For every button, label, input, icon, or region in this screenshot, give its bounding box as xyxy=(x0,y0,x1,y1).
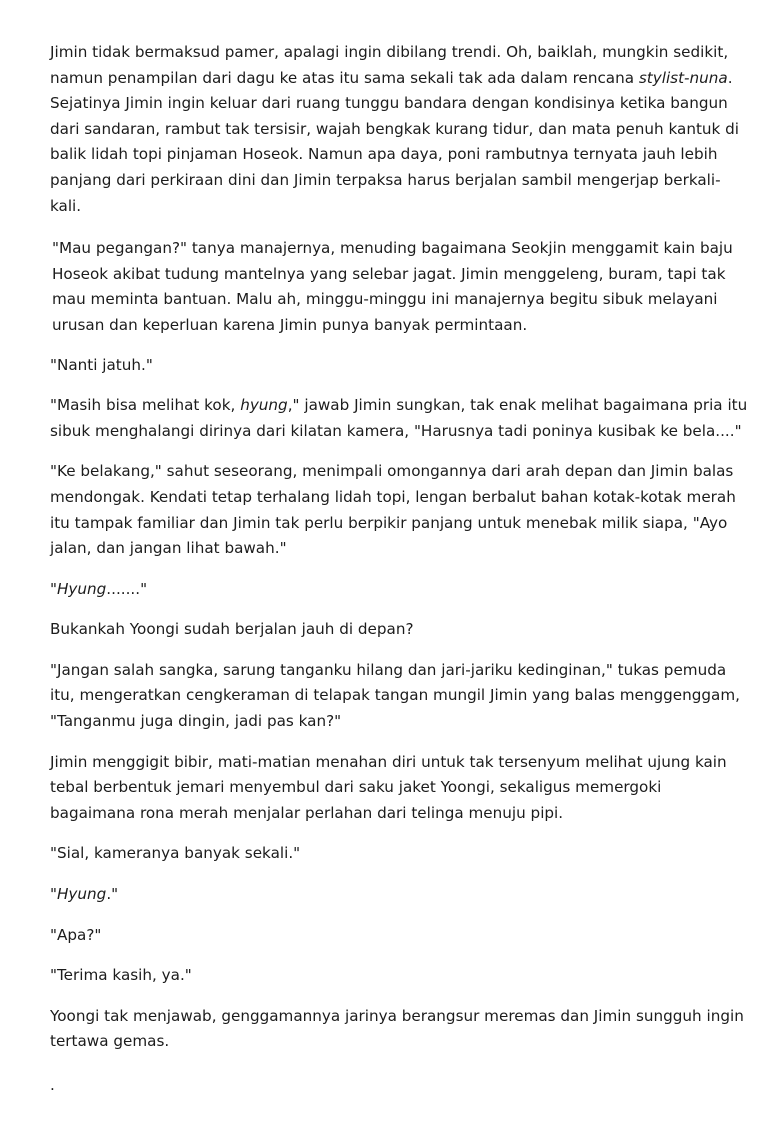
paragraph-1 xyxy=(50,40,750,219)
paragraph-1-run-2: stylist-nuna xyxy=(638,68,728,87)
paragraph-6 xyxy=(50,577,750,603)
paragraph-4-run-3: ," jawab Jimin sungkan, tak enak melihat bagaimana pria itu sibuk menghalangi dirinya dari kilatan kamera, "Harusnya tadi poninya kusibak ke bela...." xyxy=(50,396,748,440)
paragraph-6-run-1: "Hyung xyxy=(50,579,107,598)
document-body xyxy=(50,40,750,1114)
paragraph-11-run-2: Hyung xyxy=(57,885,107,904)
paragraph-5-run-1: "Ke belakang," sahut seseorang, menimpali omongannya dari arah depan dan Jimin balas mendongak. Kendati tetap terhalang lidah topi, lengan berbalut bahan kotak-kotak merah itu tampak familiar dan Jimin tak perlu berpikir panjang untuk menebak milik siapa, "Ayo jalan, dan jangan lihat bawah." xyxy=(50,462,736,558)
paragraph-10-run-1: "Sial, kameranya banyak sekali." xyxy=(50,844,301,863)
paragraph-4-run-1: "Masih bisa melihat kok, xyxy=(50,396,241,415)
paragraph-3-run-1: "Nanti jatuh." xyxy=(50,355,153,374)
paragraph-13 xyxy=(50,963,750,989)
paragraph-5 xyxy=(50,459,750,561)
paragraph-12 xyxy=(50,923,750,949)
paragraph-11-run-3: ." xyxy=(106,885,119,904)
paragraph-14 xyxy=(50,1004,750,1055)
paragraph-4-run-2: hyung xyxy=(240,396,288,415)
paragraph-9-run-1: Jimin menggigit bibir, mati-matian menahan diri untuk tak tersenyum melihat ujung kain tebal berbentuk jemari menyembul dari saku jaket Yoongi, sekaligus memergoki bagaimana rona merah menjalar perlahan dari telinga menuju pipi. xyxy=(50,752,727,822)
paragraph-3 xyxy=(50,353,750,379)
paragraph-8 xyxy=(50,658,750,735)
paragraph-14-run-1: Yoongi tak menjawab, genggamannya jarinya berangsur meremas dan Jimin sungguh ingin tertawa gemas. xyxy=(50,1006,744,1051)
paragraph-12-run-1: "Apa?" xyxy=(50,925,102,944)
paragraph-10 xyxy=(50,841,750,867)
paragraph-15-run-1: . xyxy=(50,1076,55,1094)
paragraph-4 xyxy=(50,393,750,444)
paragraph-2 xyxy=(52,236,750,338)
paragraph-7-run-1: Bukankah Yoongi sudah berjalan jauh di depan? xyxy=(50,620,414,639)
paragraph-8-run-1: "Jangan salah sangka, sarung tanganku hilang dan jari-jariku kedinginan," tukas pemuda itu, mengeratkan cengkeraman di telapak tangan mungil Jimin yang balas menggenggam, "Tanganmu juga dingin, jadi pas kan?" xyxy=(50,660,740,731)
paragraph-13-run-1: "Terima kasih, ya." xyxy=(50,966,192,985)
paragraph-6-run-2: ......." xyxy=(106,579,148,598)
paragraph-9 xyxy=(50,750,750,827)
paragraph-1-run-1: Jimin tidak bermaksud pamer, apalagi ingin dibilang trendi. Oh, baiklah, mungkin sedikit, namun penampilan dari dagu ke atas itu sama sekali tak ada dalam rencana xyxy=(50,43,729,87)
paragraph-11-run-1: " xyxy=(50,885,57,904)
paragraph-15 xyxy=(50,1073,750,1099)
paragraph-1-run-3: . Sejatinya Jimin ingin keluar dari ruang tunggu bandara dengan kondisinya ketika bangun dari sandaran, rambut tak tersisir, wajah bengkak kurang tidur, dan mata penuh kantuk di balik lidah topi pinjaman Hoseok. Namun apa daya, poni rambutnya ternyata jauh lebih panjang dari perkiraan dini dan Jimin terpaksa harus berjalan sambil mengerjap berkali-kali. xyxy=(50,68,740,215)
paragraph-11 xyxy=(50,882,750,908)
paragraph-7 xyxy=(50,617,750,643)
paragraph-2-run-1: "Mau pegangan?" tanya manajernya, menuding bagaimana Seokjin menggamit kain baju Hoseok akibat tudung mantelnya yang selebar jagat. Jimin menggeleng, buram, tapi tak mau meminta bantuan. Malu ah, minggu-minggu ini manajernya begitu sibuk melayani urusan dan keperluan karena Jimin punya banyak permintaan. xyxy=(52,239,733,334)
